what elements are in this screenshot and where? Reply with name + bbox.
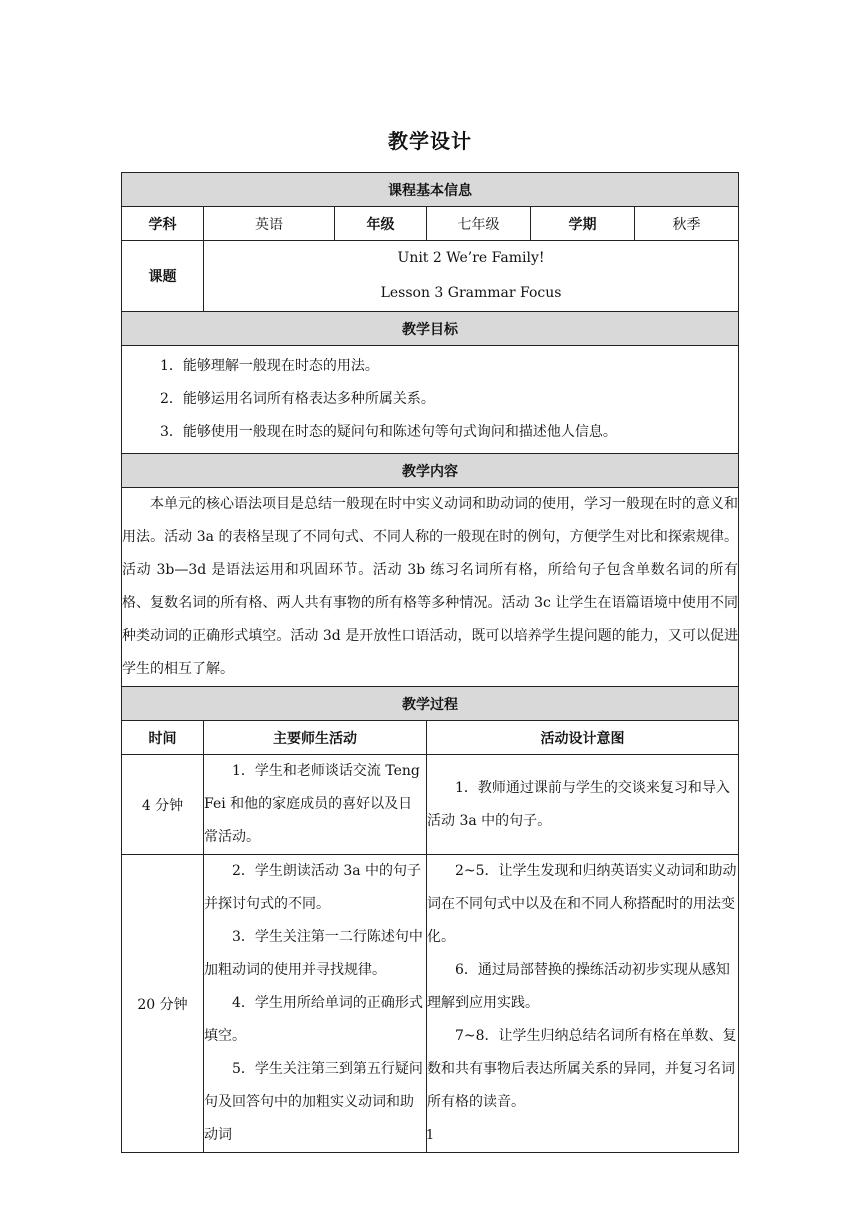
term-label: 学期: [531, 207, 635, 241]
goals-list: [122, 346, 739, 454]
term-value: 秋季: [635, 207, 739, 241]
table-row: [122, 855, 739, 1153]
activity-item: 2．学生朗读活动 3a 中的句子并探讨句式的不同。: [204, 863, 422, 912]
row-activities: [204, 855, 427, 1153]
activity-item: 3．学生关注第一二行陈述句中加粗动词的使用并寻找规律。: [204, 929, 423, 978]
subject-value: 英语: [204, 207, 335, 241]
section-header-process: 教学过程: [122, 687, 739, 721]
intent-item: 7~8．让学生归纳总结名词所有格在单数、复数和共有事物后表达所属关系的异同，并复习名词所有格的读音。: [427, 1028, 737, 1110]
document-title: 教学设计: [388, 129, 472, 153]
content-paragraph: 本单元的核心语法项目是总结一般现在时中实义动词和助动词的使用，学习一般现在时的意义和用法。活动 3a 的表格呈现了不同句式、不同人称的一般现在时的例句，方便学生对比和探索规律。活动 3b—3d 是语法运用和巩固环节。活动 3b 练习名词所有格，所给句子包含单数名词的所有格、复数名词的所有格、两人共有事物的所有格等多种情况。活动 3c 让学生在语篇语境中使用不同种类动词的正确形式填空。活动 3d 是开放性口语活动，既可以培养学生提问题的能力，又可以促进学生的相互了解。: [122, 488, 739, 687]
activity-item: 4．学生用所给单词的正确形式填空。: [204, 995, 423, 1044]
grade-value: 七年级: [427, 207, 531, 241]
row-intents: [427, 755, 739, 855]
row-activities: [204, 755, 427, 855]
section-header-basic-info: 课程基本信息: [122, 173, 739, 207]
topic-label: 课题: [122, 241, 204, 312]
col-header-intent: 活动设计意图: [427, 721, 739, 755]
row-intents: [427, 855, 739, 1153]
row-time: 4 分钟: [122, 755, 204, 855]
grade-label: 年级: [335, 207, 427, 241]
table-row: [122, 755, 739, 855]
section-header-content: 教学内容: [122, 454, 739, 488]
page-number: 1: [425, 1128, 435, 1143]
goal-item: 3．能够使用一般现在时态的疑问句和陈述句等句式询问和描述他人信息。: [160, 424, 617, 440]
lesson-plan-table: [121, 172, 739, 1153]
row-time: 20 分钟: [122, 855, 204, 1153]
topic-value: [204, 241, 739, 312]
intent-item: 2~5．让学生发现和归纳英语实义动词和助动词在不同句式中以及在和不同人称搭配时的用法变化。: [427, 863, 737, 945]
intent-item: 6．通过局部替换的操练活动初步实现从感知理解到应用实践。: [427, 962, 730, 1011]
activity-item: 5．学生关注第三到第五行疑问句及回答句中的加粗实义动词和助动词: [204, 1061, 423, 1143]
subject-label: 学科: [122, 207, 204, 241]
topic-line-1: Unit 2 We’re Family!: [397, 250, 545, 266]
activity-item: 1．学生和老师谈话交流 Teng Fei 和他的家庭成员的喜好以及日常活动。: [204, 763, 420, 845]
topic-line-2: Lesson 3 Grammar Focus: [380, 285, 562, 301]
section-header-goals: 教学目标: [122, 312, 739, 346]
goal-item: 2．能够运用名词所有格表达多种所属关系。: [160, 391, 435, 407]
col-header-activity: 主要师生活动: [204, 721, 427, 755]
col-header-time: 时间: [122, 721, 204, 755]
intent-item: 1．教师通过课前与学生的交谈来复习和导入活动 3a 中的句子。: [427, 779, 730, 829]
goal-item: 1．能够理解一般现在时态的用法。: [160, 358, 379, 374]
